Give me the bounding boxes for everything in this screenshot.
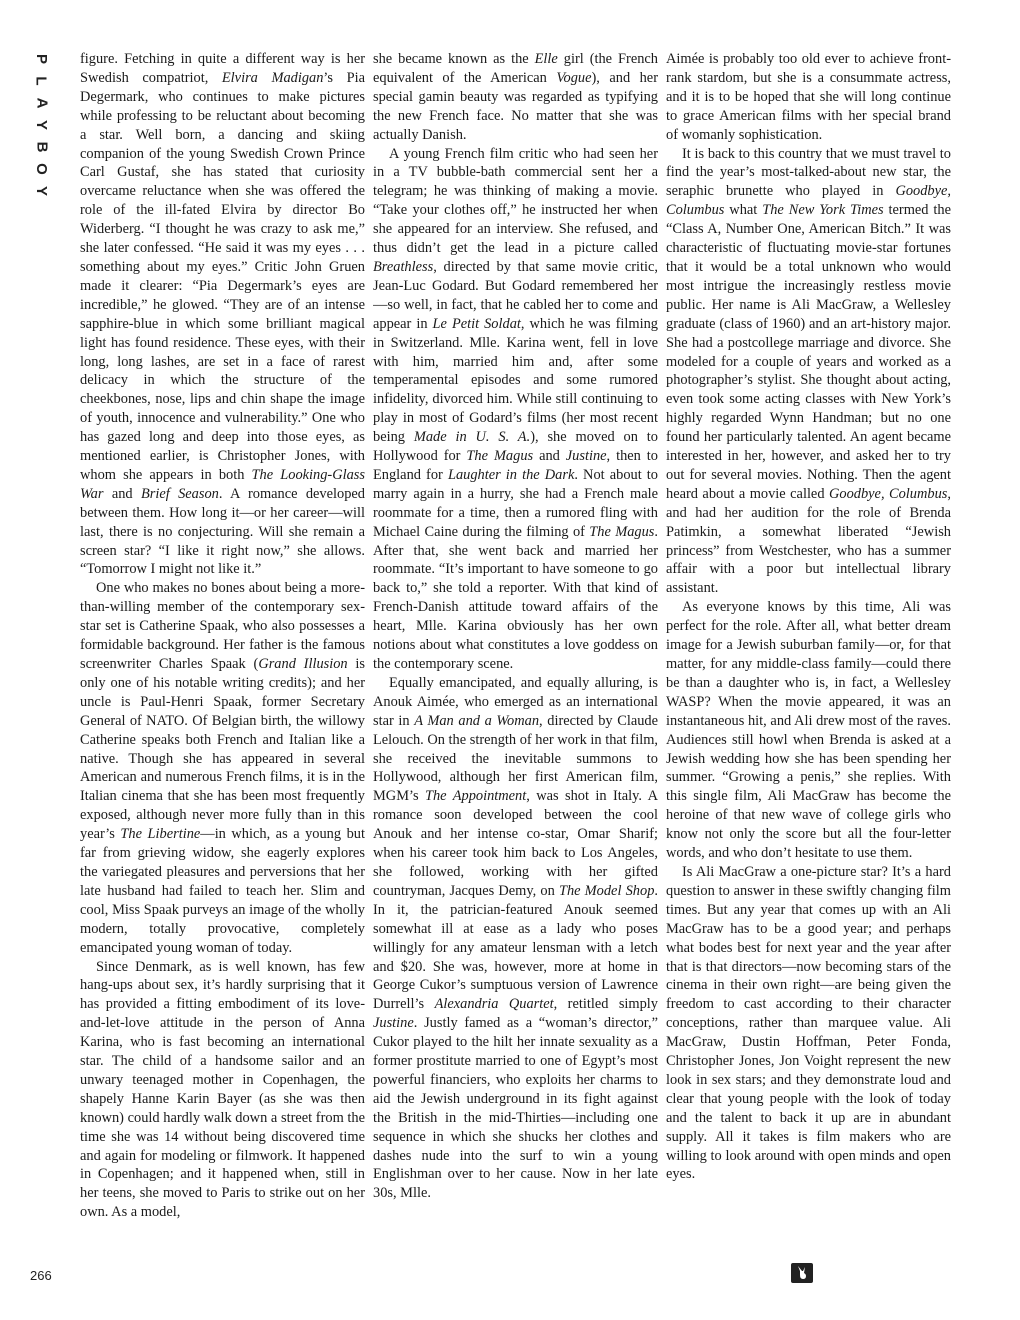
text-run: It is back to this country that we must travel to find the year’s most-talked-about new star, the seraphic brunette who played in	[666, 145, 951, 200]
text-run: , retitled simply	[553, 996, 658, 1013]
text-run: is only one of his notable writing credits); and her uncle is Paul-Henri Spaak, former Secretary General of NATO. Of Belgian birth, the willowy Catherine speaks both French and Italian like a native. Though she has appeared in several American and numerous French films, it is in the Italian cinema that she has been most frequently exposed, although never more fully than in this year’s	[80, 656, 365, 843]
text-run: Is Ali MacGraw a one-picture star? It’s a hard question to answer in these swiftly changing film times. But any year that comes up with an Ali MacGraw has to be a good year; and perhaps what bodes best for next year and the year after that is that directors—now becoming stars of the cinema in their own right—are being given the freedom to cast according to their character conceptions, rather than marquee value. Ali MacGraw, Dustin Hoffman, Peter Fonda, Christopher Jones, Jon Voight represent the new look in sex stars; and they demonstrate loud and clear that young people with the look of today and the talent to back it up are in abundant supply. All it takes is film makers who are willing to look around with open minds and open eyes.	[666, 863, 951, 1183]
masthead-letter: A	[33, 97, 50, 109]
text-run: termed the “Class A, Number One, American Bitch.” It was characteristic of fluctuating movie-star fortunes that it would be a total unknown who would most intrigue the increasingly restless movie public. Her name is Ali MacGraw, a Wellesley graduate (class of 1960) and an art-history major. She had a postcollege marriage and divorce. She modeled for a couple of years and worked as a photographer’s stylist. She thought about acting, even took some acting classes with New York’s highly regarded Wynn Handman; but no one found her particularly talented. An agent became interested in her, however, and asked her to try out for several movies. Nothing. Then the agent heard about a movie called	[666, 202, 951, 502]
text-run: she became known as the	[373, 51, 535, 67]
text-run: , directed by Claude Lelouch. On the strength of her work in that film, she received the inevitable summons to Hollywood, although her first American film, MGM’s	[373, 712, 658, 805]
masthead-letter: Y	[32, 119, 50, 131]
text-run: . Not about to marry again in a hurry, she had a French male roommate for a time, then a rumored fling with Michael Caine during the filming of	[373, 466, 658, 540]
italic-title: Justine	[373, 1015, 414, 1032]
playboy-bunny-end-mark-icon	[791, 1263, 813, 1283]
text-run: , directed by that same movie critic, Jean-Luc Godard. But Godard remembered her—so well, in fact, that he cabled her to come and appear in	[373, 258, 658, 332]
masthead-letter: P	[32, 53, 50, 65]
article-paragraph	[373, 50, 658, 145]
article-paragraph	[80, 579, 365, 957]
text-run: One who makes no bones about being a more-than-willing member of the contemporary sex-star set is Catherine Spaak, who also possesses a formidable background. Her father is the famous screenwriter Charles Spaak (	[80, 580, 365, 672]
italic-title: The Looking-Glass War	[80, 466, 365, 502]
masthead-letter: O	[32, 163, 50, 175]
text-run: Since Denmark, as is well known, has few hang-ups about sex, it’s hardly surprising that it has provided a fitting embodiment of its love-and-let-love attitude in the person of Anna Karina, who is fast becoming an international star. The child of a handsome sailor and an unwary teenaged mother in Copenhagen, the shapely Hanne Karin Bayer (as she was then known) could hardly walk down a street from the time she was 14 without being discovered time and again for modeling or filmwork. It happened in Copenhagen; and it happened when, still in her teens, she moved to Paris to strike out on her own. As a model,	[80, 958, 365, 1221]
article-paragraph	[373, 145, 658, 674]
italic-title: Goodbye, Columbus	[666, 183, 951, 219]
article-paragraph	[666, 145, 951, 599]
text-run: figure. Fetching in quite a different way is her Swedish compatriot,	[80, 51, 365, 86]
italic-title: Made in U. S. A.	[413, 429, 531, 446]
text-run: As everyone knows by this time, Ali was perfect for the role. After all, what better dream image for a Jewish suburban family—or, for that matter, for any middle-class family—could there be than a daughter who is, in fact, a Wellesley WASP? When the movie appeared, it was an instantaneous hit, and Ali drew most of the raves. Audiences still howl when Brenda is asked at a Jewish wedding how she has been spending her summer. “Growing a penis,” she replies. With this single film, Ali MacGraw has become the heroine of that new wave of college girls who know not only the score but all the four-letter words, and who don’t hesitate to use them.	[666, 599, 951, 862]
italic-title: The Appointment	[424, 788, 527, 805]
text-run: ’s Pia Degermark, who continues to make pictures while professing to be reluctant about becoming a star. Well born, a dancing and skiing companion of the young Swedish Crown Prince Carl Gustaf, she has stated that curiosity overcame reluctance when she was offered the role of the ill-fated Elvira by director Bo Widerberg. “I thought he was crazy to ask me,” she later confessed. “He said it was my eyes . . . something about my eyes.” Critic John Gruen made it clearer: “Pia Degermark’s eyes are incredible,” he glowed. “They are of an intense sapphire-blue in which some brilliant magical light has found residence. These eyes, with their long, long lashes, are set in a face of rarest delicacy in which the structure of the cheekbones, nose, lips and chin shape the image of youth, innocence and vulnerability.” One who has gazed long and deep into those eyes, as mentioned earlier, is Christopher Jones, with whom she appears in both	[80, 69, 365, 483]
italic-title: The Magus	[589, 523, 655, 540]
italic-title: The Libertine	[120, 826, 201, 843]
text-run: , then to England for	[373, 448, 658, 483]
text-run: ), and her special gamin beauty was regarded as typifying the new French face. No matter that she was actually Danish.	[373, 69, 658, 143]
masthead-letter: L	[32, 76, 50, 86]
text-run: . A romance developed between them. How long it—or her career—will last, there is no conjecturing. Will she remain a screen star? “I like it right now,” she allows. “Tomorrow I might not like it.”	[80, 485, 365, 578]
text-run: and	[533, 448, 566, 465]
article-paragraph	[80, 958, 365, 1223]
text-column-2	[373, 50, 658, 1295]
italic-title: The New York Times	[762, 202, 884, 219]
text-column-3	[666, 50, 951, 1295]
text-run: and	[103, 485, 141, 502]
text-run: ), she moved on to Hollywood for	[373, 429, 658, 465]
text-run: what	[724, 202, 763, 219]
italic-title: Laughter in the Dark	[447, 466, 575, 483]
italic-title: Goodbye, Columbus	[829, 485, 948, 502]
text-run: girl (the French equivalent of the American	[373, 51, 658, 86]
text-run: Aimée is probably too old ever to achieve front-rank stardom, but she is a consummate actress, and it is to be hoped that she will long continue to grace American films with her special brand of womanly sophistication.	[666, 51, 951, 143]
text-run: —in which, as a young but far from grieving widow, she eagerly explores the variegated pleasures and perversions that her late husband had failed to teach her. Slim and cool, Miss Spaak purveys an image of the wholly modern, totally provocative, completely emancipated young woman of today.	[80, 826, 365, 956]
article-paragraph	[666, 863, 951, 1184]
masthead-vertical	[30, 48, 52, 202]
italic-title: Vogue	[556, 69, 592, 86]
text-run: . After that, she went back and married her roommate. “It’s important to have someone to go back to,” she told a reporter. With that kind of French-Danish attitude toward affairs of the heart, Mlle. Karina obviously has her own notions about what constitutes a love goddess on the contemporary scene.	[373, 523, 658, 672]
italic-title: Alexandria Quartet	[434, 996, 554, 1013]
italic-title: A Man and a Woman	[414, 712, 540, 729]
italic-title: Grand Illusion	[258, 656, 348, 672]
text-run: . In it, the patrician-featured Anouk seemed somewhat ill at ease as a lady who poses willingly for any amateur lensman with a letch and $20. She was, however, more at home in George Cukor’s sumptuous version of Lawrence Durrell’s	[373, 882, 658, 1013]
italic-title: Brief Season	[140, 485, 219, 502]
text-run: A young French film critic who had seen her in a TV bubble-bath commercial sent her a telegram; he was thinking of making a movie. “Take your clothes off,” he instructed her when she appeared for an interview. She refused, and thus didn’t get the lead in a picture called	[373, 145, 658, 257]
page-number: 266	[30, 1268, 52, 1283]
article-paragraph	[80, 50, 365, 579]
italic-title: Breathless	[373, 258, 434, 275]
italic-title: Elvira Madigan	[221, 69, 324, 86]
italic-title: Le Petit Soldat	[432, 315, 521, 332]
italic-title: Elle	[534, 51, 558, 67]
masthead-letter: B	[33, 141, 50, 153]
text-run: , and had her audition for the role of Brenda Patimkin, a somewhat liberated “Jewish princess” from Westchester, who has a summer affair with a poor but intellectual library assistant.	[666, 485, 951, 597]
text-run: . Justly famed as a “woman’s director,” Cukor played to the hilt her innate sexuality as a former prostitute married to one of Egypt’s most powerful financiers, who exploits her charms to aid the Jewish underground in its fight against the British in the mid-Thirties—including one sequence in which she shucks her clothes and dashes nude into the surf to win a young Englishman over to her cause. Now in her late 30s, Mlle.	[373, 1015, 658, 1202]
article-paragraph	[373, 674, 658, 1203]
italic-title: The Model Shop	[558, 882, 655, 899]
article-paragraph	[666, 50, 951, 145]
italic-title: Justine	[565, 448, 607, 465]
text-column-1	[80, 50, 365, 1295]
text-run: , was shot in Italy. A romance soon developed between the cool Anouk and her intense co-star, Omar Sharif; when his career took him back to Los Angeles, she followed, working with her gifted countryman, Jacques Demy, on	[373, 788, 658, 899]
masthead-letter: Y	[32, 185, 50, 197]
article-paragraph	[666, 598, 951, 863]
text-run: Equally emancipated, and equally alluring, is Anouk Aimée, who emerged as an international star in	[373, 674, 658, 729]
italic-title: The Magus	[466, 448, 534, 465]
text-run: , which he was filming in Switzerland. Mlle. Karina went, fell in love with him, married him and, after some temperamental episodes and some rumored infidelity, divorced him. While still continuing to play in most of Godard’s films (her most recent being	[373, 315, 658, 446]
